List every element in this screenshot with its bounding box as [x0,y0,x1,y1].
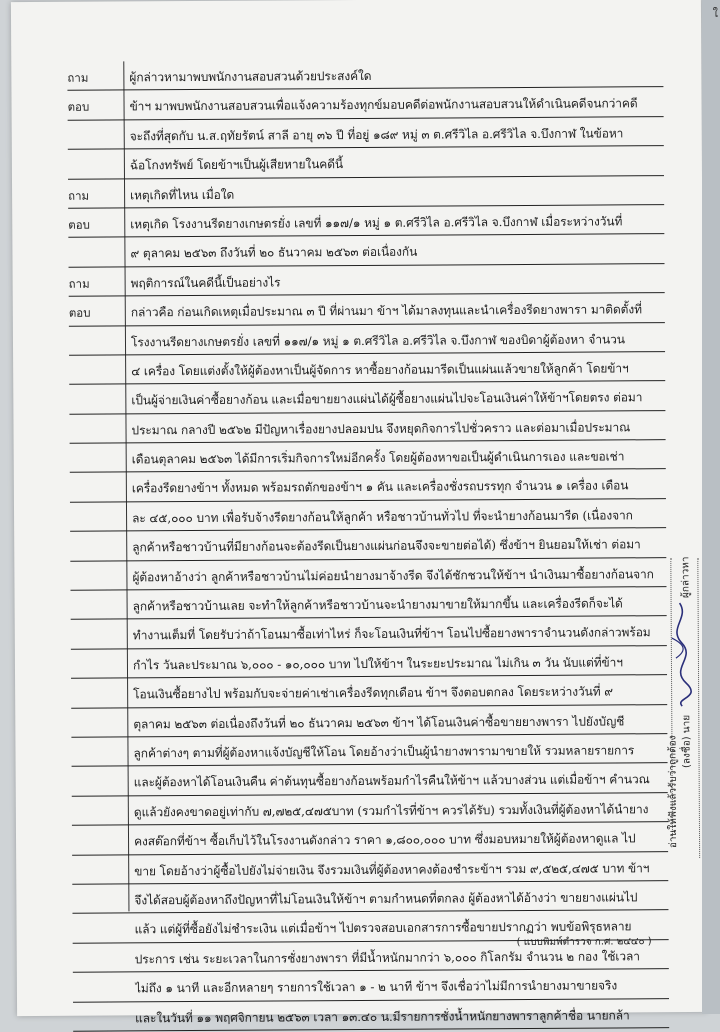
row-text: ละ ๔๕,๐๐๐ บาท เพื่อรับจ้างรีดยางก้อนให้ลูกค้า หรือชาวบ้านทั่วไป ที่จะนำยางก้อนมารีด (เนื่องจาก [132,506,666,528]
statement-row [71,617,667,650]
statement-row [71,587,667,620]
row-text: ลูกค้าหรือชาวบ้านเลย จะทำให้ลูกค้าหรือชาวบ้านจะนำยางมาขายให้มากขึ้น และเครื่องรีดก็จะได้ [133,594,667,616]
form-code: ( แบบพิมพ์ตำรวจ ก.ศ. ๒๔๔๐ ) [517,934,652,950]
row-text: คงสต๊อกที่ข้าฯ ซื้อเก็บไว้ในโรงงานดังกล่าว ราคา ๑,๘๐๐,๐๐๐ บาท ซึ่งมอบหมายให้ผู้ต้องหาดูแล ไป [134,829,668,851]
row-text: และในวันที่ ๑๑ พฤศจิกายน ๒๕๖๓ เวลา ๑๓.๔๐ น.มีรายการชั่งน้ำหนักยางพาราลูกค้าชื่อ นายกล้า [135,1006,669,1028]
row-text: จะถึงที่สุดกับ น.ส.ฤทัยรัตน์ สาลี อายุ ๓๖ ปี ที่อยู่ ๑๘๙ หมู่ ๓ ต.ศรีวิไล อ.ศรีวิไล จ.บึงกาฬ ในข้อหา [130,124,664,146]
statement-row [72,763,668,796]
statement-row [72,852,668,885]
statement-row [70,558,666,591]
signature-label: (ลงชื่อ) นาย [679,715,694,768]
row-text: จึงได้สอบผู้ต้องหาถึงปัญหาที่ไม่โอนเงินให้ข้าฯ ตามกำหนดที่ตกลง ผู้ต้องหาได้อ้างว่า ขายยางแผ่นไป [134,888,668,910]
row-text: เหตุเกิดที่ไหน เมื่อใด [130,183,664,205]
row-text: กำไร วันละประมาณ ๖,๐๐๐ - ๑๐,๐๐๐ บาท ไปให้ข้าฯ ในระยะประมาณ ไม่เกิน ๓ วัน นับแต่ที่ข้าฯ [133,653,667,675]
row-label: ตอบ [68,216,112,234]
statement-row [71,675,667,708]
row-text: เครื่องรีดยางข้าฯ ทั้งหมด พร้อมรถตักของข้าฯ ๑ คัน และเครื่องชั่งรถบรรทุก จำนวน ๑ เครื่อง เดือน [132,477,666,499]
row-text: ๙ ตุลาคม ๒๕๖๓ ถึงวันที่ ๒๐ ธันวาคม ๒๕๖๓ ต่อเนื่องกัน [130,241,664,263]
statement-row [68,234,664,267]
statement-row [69,323,665,356]
statement-row [72,881,668,914]
row-text: ดูแล้วยังคงขาดอยู่เท่ากับ ๗,๗๒๕,๔๗๕บาท (รวมกำไรที่ข้าฯ ควรได้รับ) รวมทั้งเงินที่ผู้ต้องหาได้นำยาง [134,800,668,822]
row-text: ผู้กล่าวหามาพบพนักงานสอบสวนด้วยประสงค์ใด [129,65,663,87]
row-label: ถาม [69,275,113,293]
row-text: ข้าฯ มาพบพนักงานสอบสวนเพื่อแจ้งความร้องทุกข์มอบคดีต่อพนักงานสอบสวนให้ดำเนินคดีจนกว่าคดี [129,95,663,117]
row-text: และผู้ต้องหาได้โอนเงินคืน ค่าต้นทุนซื้อยางก้อนพร้อมกำไรคืนให้ข้าฯ แล้วบางส่วน แต่เมื่อข้าฯ คำนวณ [134,770,668,792]
row-text: ตุลาคม ๒๕๖๓ ต่อเนื่องถึงวันที่ ๒๐ ธันวาคม ๒๕๖๓ ข้าฯ ได้โอนเงินค่าซื้อขายยางพารา ไปยังบัญชี [133,712,667,734]
row-text: ประการ เช่น ระยะเวลาในการชั่งยางพารา ที่มีน้ำหนักมากว่า ๖,๐๐๐ กิโลกรัม จำนวน ๒ กอง ใช้เวลา [135,947,669,969]
row-text: ไม่ถึง ๑ นาที และอีกหลายๆ รายการใช้เวลา ๑ - ๒ นาที ข้าฯ จึงเชื่อว่าไม่มีการนำยางมาขายจริง [135,976,669,998]
statement-row [71,646,667,679]
row-text: กล่าวคือ ก่อนเกิดเหตุเมื่อประมาณ ๓ ปี ที่ผ่านมา ข้าฯ ได้มาลงทุนและนำเครื่องรีดยางพารา มาติดตั้งที่ [131,300,665,322]
row-text: พฤติการณ์ในคดีนี้เป็นอย่างไร [131,271,665,293]
statement-row [68,176,664,209]
statement-row [68,117,664,150]
row-text: ผู้ต้องหาอ้างว่า ลูกค้าหรือชาวบ้านไม่ค่อยนำยางมาจ้างรีด จึงได้ชักชวนให้ข้าฯ นำเงินมาซื้อยางก้อนจาก [132,565,666,587]
row-text: โรงงานรีดยางเกษตรยั่ง เลขที่ ๑๑๗/๑ หมู่ ๑ ต.ศรีวิไล อ.ศรีวิไล จ.บึงกาฬ ของบิดาผู้ต้องหา จำนวน [131,330,665,352]
row-label: ถาม [68,187,112,205]
row-label: ถาม [67,70,111,88]
statement-row [71,705,667,738]
statement-row [70,528,666,561]
statement-row [69,264,665,297]
row-text: ๔ เครื่อง โดยแต่งตั้งให้ผู้ต้องหาเป็นผู้จัดการ หาซื้อยางก้อนมารีดเป็นแผ่นแล้วขายให้ลูกค้า โดยข้าฯ [131,359,665,381]
statement-row [70,470,666,503]
row-text: เหตุเกิด โรงงานรีดยางเกษตรยั่ง เลขที่ ๑๑๗/๑ หมู่ ๑ ต.ศรีวิไล อ.ศรีวิไล จ.บึงกาฬ เมื่อระหว่างวันที่ [130,212,664,234]
reader-label: อ่านให้ฟังแล้วรับว่าถูกต้อง [665,736,681,849]
statement-row [71,734,667,767]
row-label: ตอบ [69,305,113,323]
row-text: ทำงานเต็มที่ โดยรับว่าถ้าโอนมาซื้อเท่าไหร่ ก็จะโอนเงินที่ข้าฯ โอนไปซื้อยางพาราจำนวนดังกล่าวพร้อม [133,624,667,646]
statement-row [67,88,663,121]
row-text: โอนเงินซื้อยางไป พร้อมกับจะจ่ายค่าเช่าเครื่องรีดทุกเดือน ข้าฯ จึงตอบตกลง โดยระหว่างวันที่ ๙ [133,682,667,704]
row-text: แล้ว แต่ผู้ที่ซื้อยังไม่ชำระเงิน แต่เมื่อข้าฯ ไปตรวจสอบเอกสารการซื้อขายปรากฏว่า พบข้อพิรุธหลาย [135,917,669,939]
document-page [11,0,707,1016]
statement-row [69,411,665,444]
statement-row [69,381,665,414]
statement-row [73,969,669,1002]
statement-row [67,58,663,91]
statement-row [70,499,666,532]
statement-row [68,146,664,179]
signature-icon [660,598,701,708]
statement-row [72,793,668,826]
statement-row [68,205,664,238]
statement-lines [67,58,669,1032]
statement-row [70,440,666,473]
row-text: ฉ้อโกงทรัพย์ โดยข้าฯเป็นผู้เสียหายในคดีนี้ [130,153,664,175]
edge-mark: ใ [713,4,718,22]
row-text: เป็นผู้จ่ายเงินค่าซื้อยางก้อน และเมื่อขายยางแผ่นได้ผู้ซื้อยางแผ่นไปจะโอนเงินค่าให้ข้าฯโดยตรง ต่อมา [131,388,665,410]
statement-row [69,352,665,385]
row-text: ขาย โดยอ้างว่าผู้ซื้อไปยังไม่จ่ายเงิน จึงรวมเงินที่ผู้ต้องหาคงต้องชำระข้าฯ รวม ๙,๕๒๕,๔๗๕ บาท ข้าฯ [134,859,668,881]
accuser-label: ผู้กล่าวหา [678,556,693,598]
row-text: ลูกค้าหรือชาวบ้านที่มียางก้อนจะต้องรีดเป็นยางแผ่นก่อนจึงจะขายต่อได้) ซึ่งข้าฯ ยินยอมให้เช่า ต่อมา [132,535,666,557]
row-text: ลูกค้าต่างๆ ตามที่ผู้ต้องหาแจ้งบัญชีให้โอน โดยอ้างว่าเป็นผู้นำยางพารามาขายให้ รวมหลายรายการ [133,741,667,763]
row-label: ตอบ [68,99,112,117]
statement-row [72,822,668,855]
page-edge [702,0,720,1014]
row-text: เดือนตุลาคม ๒๕๖๓ ได้มีการเริ่มกิจการใหม่อีกครั้ง โดยผู้ต้องหาขอเป็นผู้ดำเนินการเอง และขอเช่า [132,447,666,469]
statement-row [69,293,665,326]
statement-row [73,999,669,1032]
row-text: ประมาณ กลางปี ๒๕๖๒ มีปัญหาเรื่องยางปลอมปน จึงหยุดกิจการไปชั่วคราว และต่อมาเมื่อประมาณ [131,418,665,440]
